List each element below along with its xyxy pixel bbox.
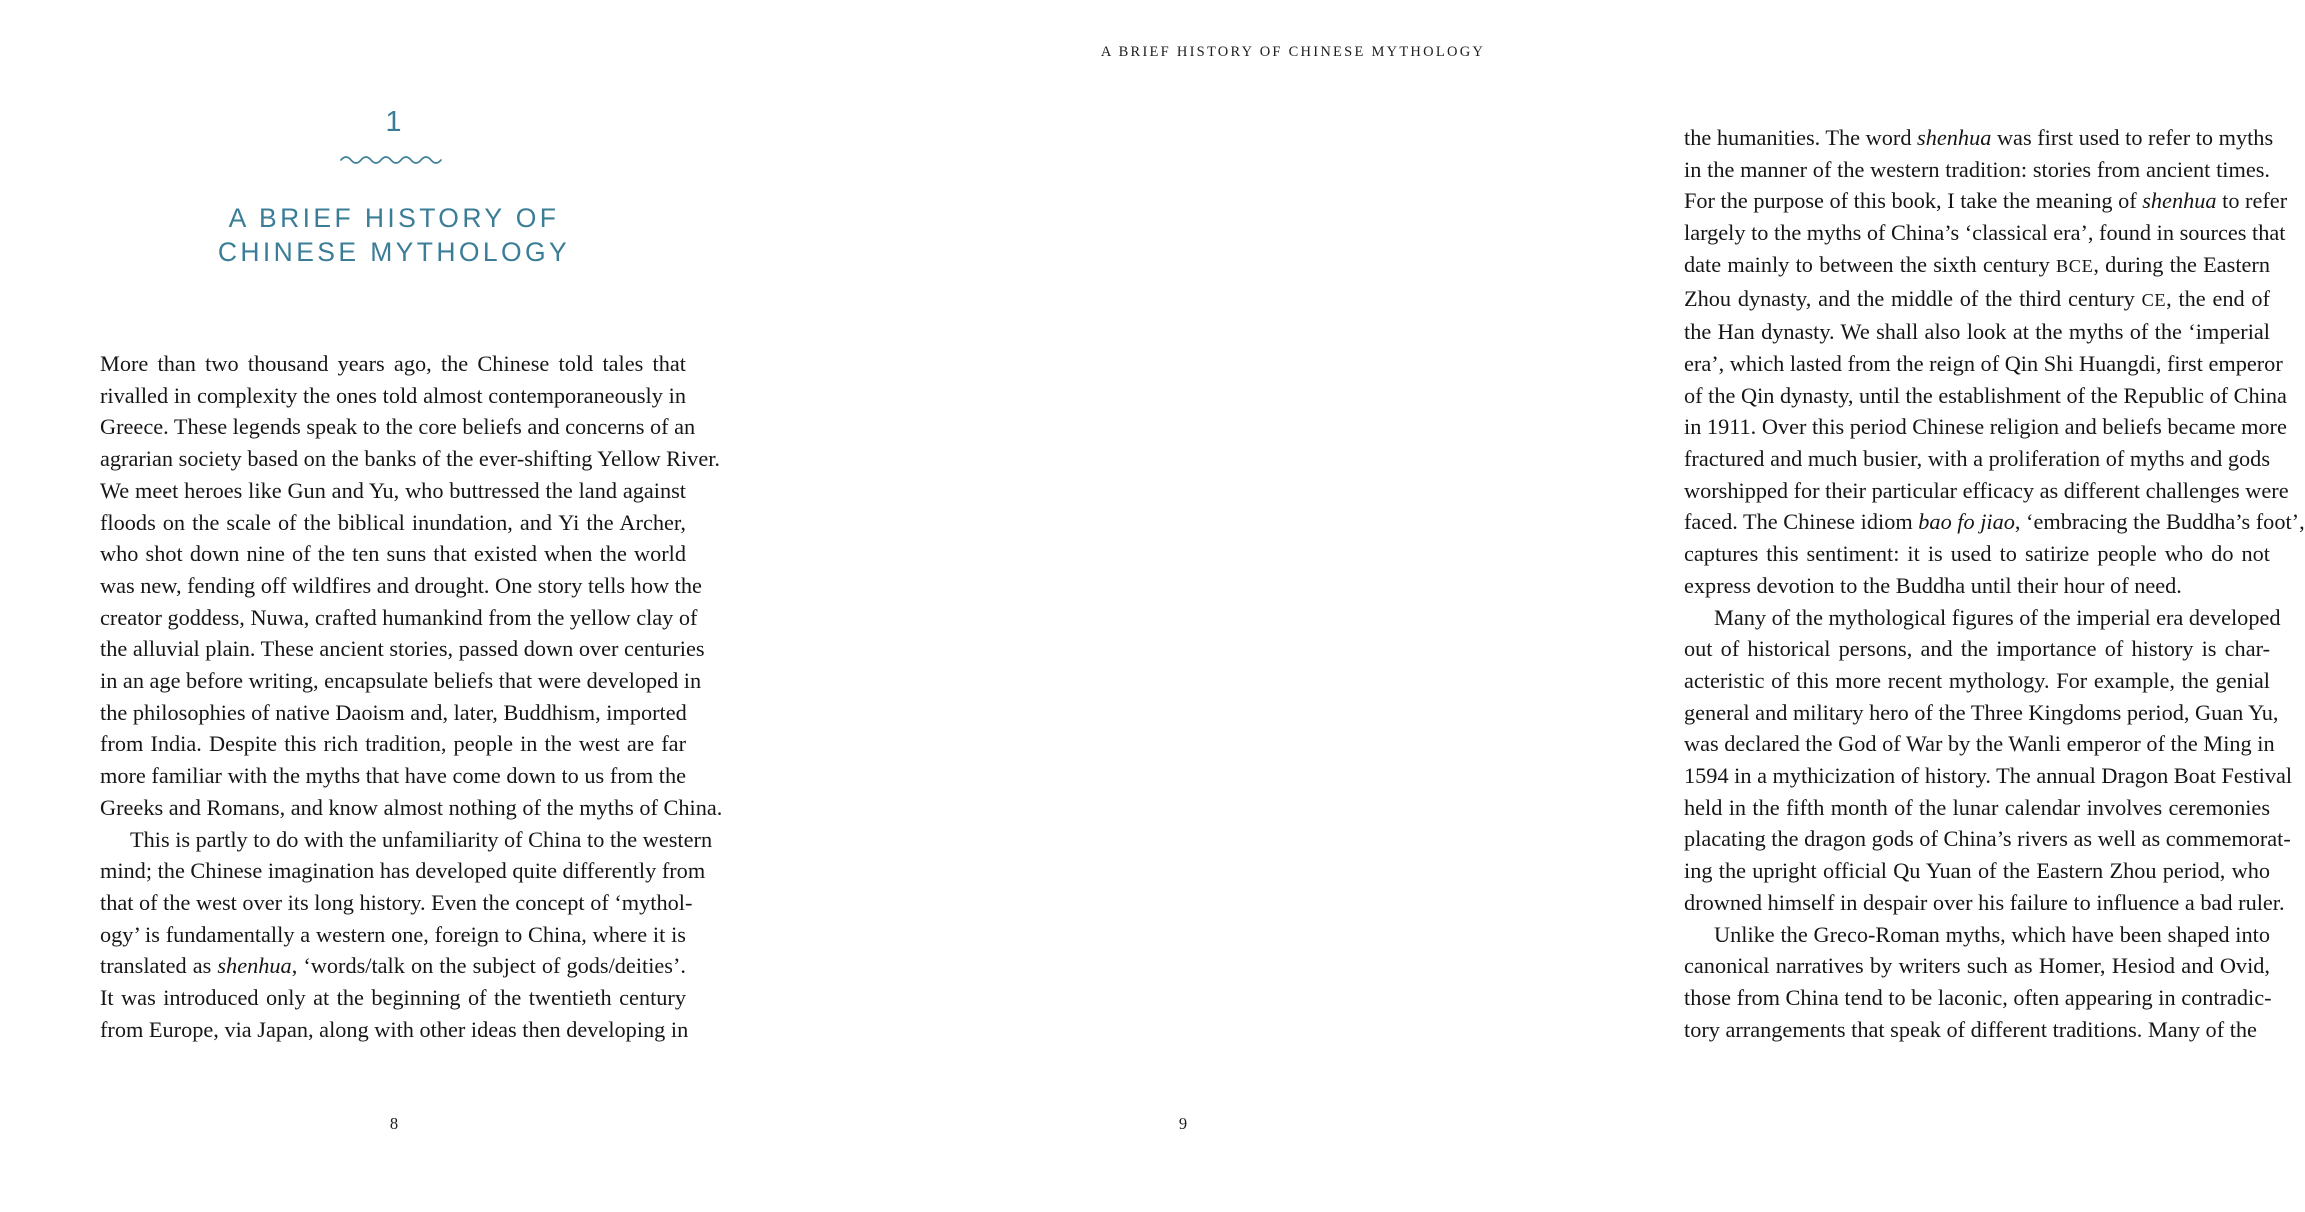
folio-value: 9 [1178,1114,1188,1133]
text-line: worshipped for their particular efficacy as different challenges were [1684,477,2289,503]
text-line-with-smallcaps: Zhou dynasty, and the middle of the third century CE, the end of [1684,285,2270,311]
chapter-number: 1 [385,106,403,138]
running-header [798,44,1596,61]
text-line: More than two thousand years ago, the Chinese told tales that [100,351,686,376]
page-left [0,0,798,1212]
text-line: held in the fifth month of the lunar calendar involves ceremonies [1684,794,2270,820]
text-line: fractured and much busier, with a proliferation of myths and gods [1684,446,2270,472]
page-right [798,0,2305,1212]
text-line: ogy’ is fundamentally a western one, foreign to China, where it is [100,921,686,947]
text-line: from Europe, via Japan, along with other ideas then developing in [100,1016,689,1042]
text-line: placating the dragon gods of China’s rivers as well as commemorat- [1684,826,2291,852]
page-number-right [798,1114,1596,1134]
folio-value: 8 [389,1114,399,1133]
text-line: from India. Despite this rich tradition, people in the west are far [100,731,686,757]
text-line: tory arrangements that speak of different traditions. Many of the [1684,1016,2257,1042]
text-line: It was introduced only at the beginning of the twentieth century [100,985,686,1011]
text-line: captures this sentiment: it is used to satirize people who do not [1684,541,2270,567]
era-abbreviation: CE [2141,289,2167,310]
foreign-term: shenhua [217,953,292,979]
text-line-with-italic: For the purpose of this book, I take the meaning of shenhua to refer [1684,188,2288,214]
text-line: Greece. These legends speak to the core beliefs and concerns of an [100,414,696,440]
foreign-term: shenhua [2142,188,2217,214]
page-number-left [0,1114,798,1134]
era-abbreviation: BCE [2056,255,2094,276]
text-line: in an age before writing, encapsulate beliefs that were developed in [100,668,702,694]
text-line: This is partly to do with the unfamiliarity of China to the western [130,826,713,852]
text-line: the philosophies of native Daoism and, later, Buddhism, imported [100,699,687,725]
text-line: was declared the God of War by the Wanli emperor of the Ming in [1684,731,2275,757]
text-line: the alluvial plain. These ancient stories, passed down over centuries [100,636,705,662]
body-text-right [1684,122,2305,1045]
text-line: floods on the scale of the biblical inundation, and Yi the Archer, [100,509,686,535]
paragraph [100,824,713,1046]
text-line: express devotion to the Buddha until their hour of need. [1684,572,2182,598]
text-line: that of the west over its long history. Even the concept of ‘mythol- [100,889,693,915]
text-line: creator goddess, Nuwa, crafted humankind from the yellow clay of [100,604,698,630]
chapter-title-line-2: CHINESE MYTHOLOGY [217,237,571,268]
text-line: ing the upright official Qu Yuan of the Eastern Zhou period, who [1684,858,2270,884]
running-header-text: A BRIEF HISTORY OF CHINESE MYTHOLOGY [1100,44,1486,60]
text-line-with-smallcaps: date mainly to between the sixth century BCE, during the Eastern [1684,251,2271,277]
text-line: canonical narratives by writers such as Homer, Hesiod and Ovid, [1684,953,2270,979]
text-line-with-italic: translated as shenhua, ‘words/talk on the subject of gods/deities’. [100,953,686,979]
text-line: acteristic of this more recent mythology. For example, the genial [1684,667,2270,693]
text-line: drowned himself in despair over his failure to influence a bad ruler. [1684,889,2285,915]
paragraph [1684,122,2305,602]
text-line-with-italic: faced. The Chinese idiom bao fo jiao, ‘embracing the Buddha’s foot’, [1684,509,2305,535]
text-line: mind; the Chinese imagination has developed quite differently from [100,858,706,884]
text-line: largely to the myths of China’s ‘classical era’, found in sources that [1684,220,2286,246]
text-line: who shot down nine of the ten suns that existed when the world [100,541,686,567]
foreign-term: bao fo jiao [1918,509,2015,535]
text-line: rivalled in complexity the ones told almost contemporaneously in [100,382,686,408]
paragraph [1684,602,2293,919]
text-line: out of historical persons, and the importance of history is char- [1684,636,2270,662]
text-line: the Han dynasty. We shall also look at the myths of the ‘imperial [1684,319,2270,345]
chapter-title-line-1: A BRIEF HISTORY OF [228,203,560,233]
text-line: era’, which lasted from the reign of Qin Shi Huangdi, first emperor [1684,350,2283,376]
text-line: was new, fending off wildfires and drought. One story tells how the [100,572,702,598]
body-text-left [100,348,723,1045]
text-line: of the Qin dynasty, until the establishment of the Republic of China [1684,382,2287,408]
text-line: those from China tend to be laconic, often appearing in contradic- [1684,984,2272,1010]
text-line: in the manner of the western tradition: stories from ancient times. [1684,156,2270,182]
paragraph [100,348,723,824]
paragraph [1684,919,2270,1046]
text-line: Unlike the Greco-Roman myths, which have been shaped into [1714,921,2270,947]
foreign-term: shenhua [1917,125,1992,150]
text-line: agrarian society based on the banks of the ever-shifting Yellow River. [100,446,721,472]
text-line: Many of the mythological figures of the imperial era developed [1714,604,2281,630]
text-line: Greeks and Romans, and know almost nothing of the myths of China. [100,794,723,820]
chapter-title [100,201,688,270]
text-line: more familiar with the myths that have come down to us from the [100,763,686,789]
text-line: 1594 in a mythicization of history. The annual Dragon Boat Festival [1684,763,2293,789]
chapter-opener [100,108,688,270]
text-line: general and military hero of the Three Kingdoms period, Guan Yu, [1684,699,2279,725]
text-line-with-italic: the humanities. The word shenhua was first used to refer to myths [1684,125,2274,150]
text-line: We meet heroes like Gun and Yu, who buttressed the land against [100,477,686,503]
text-line: in 1911. Over this period Chinese religion and beliefs became more [1684,414,2287,440]
wavy-rule-ornament [338,151,450,169]
